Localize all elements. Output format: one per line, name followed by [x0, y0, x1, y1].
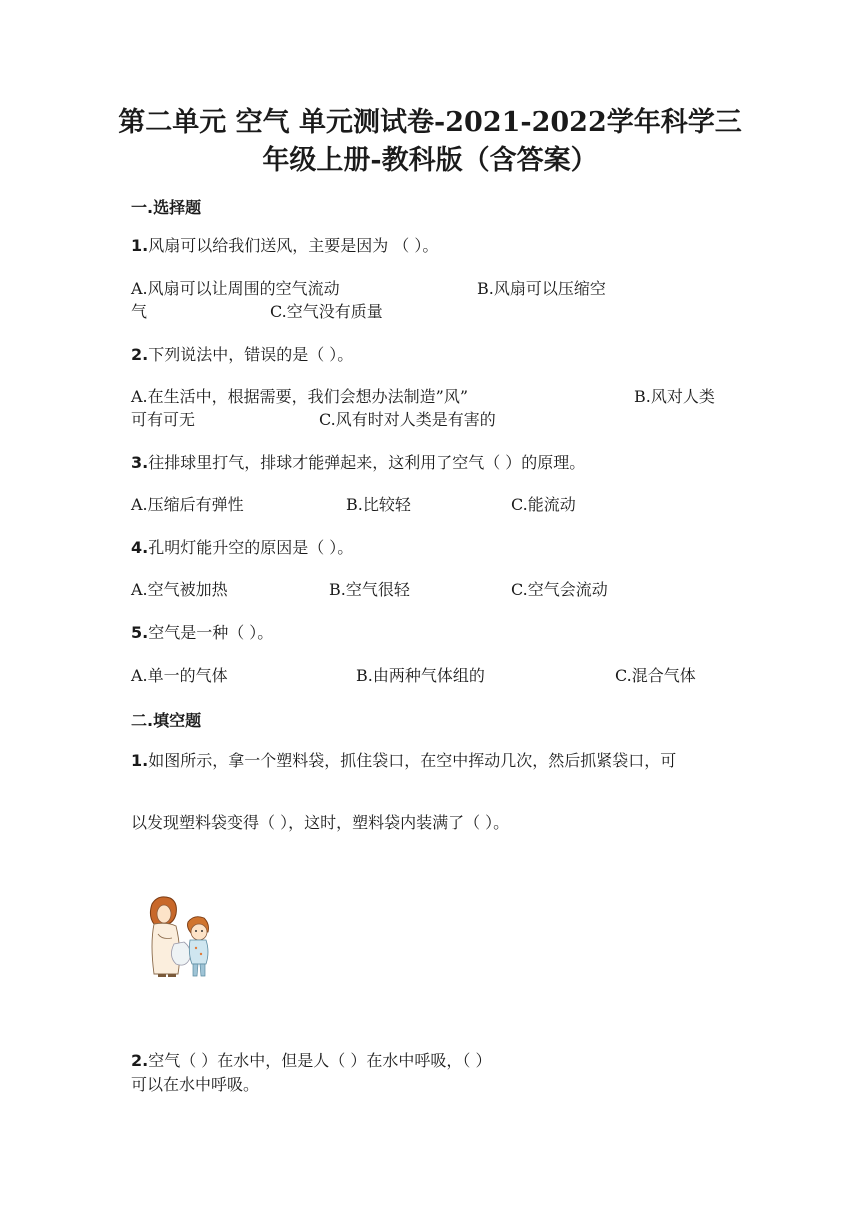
title-line-1: 第二单元 空气 单元测试卷-2021-2022学年科学三 — [118, 107, 742, 138]
option-a: A.单一的气体 — [131, 666, 228, 685]
option-c: C.风有时对人类是有害的 — [319, 410, 496, 429]
question-4 — [131, 536, 353, 560]
question-number: 4. — [131, 538, 149, 557]
question-text: 风扇可以给我们送风，主要是因为 （ ）。 — [148, 236, 439, 255]
section-heading-choice: 一.选择题 — [131, 198, 202, 217]
question-1 — [131, 234, 438, 258]
option-c: C.空气会流动 — [511, 580, 608, 599]
option-b-continued: 气 — [131, 302, 148, 321]
option-a: A.空气被加热 — [131, 580, 228, 599]
question-3 — [131, 451, 585, 475]
fill-question-1-line-2: 以发现塑料袋变得（ ），这时，塑料袋内装满了（ ）。 — [131, 813, 510, 832]
option-b: B.风扇可以压缩空 — [477, 279, 606, 298]
option-b: B.风对人类 — [634, 387, 715, 406]
option-c: C.空气没有质量 — [270, 302, 383, 321]
option-c: C.能流动 — [511, 495, 576, 514]
mother-child-illustration — [138, 894, 230, 986]
option-b: B.比较轻 — [346, 495, 411, 514]
question-text: 孔明灯能升空的原因是（ ）。 — [148, 538, 354, 557]
question-text: 空气是一种（ ）。 — [148, 623, 274, 642]
fill-question-2-line-2: 可以在水中呼吸。 — [131, 1075, 260, 1094]
question-text: 空气（ ）在水中，但是人（ ）在水中呼吸，（ ） — [148, 1051, 492, 1070]
fill-question-2 — [131, 1049, 491, 1073]
question-number: 1. — [131, 236, 149, 255]
option-a: A.在生活中，根据需要，我们会想办法制造”风” — [131, 387, 469, 406]
question-2 — [131, 343, 353, 367]
option-a: A.风扇可以让周围的空气流动 — [131, 279, 340, 298]
section-heading-fill: 二.填空题 — [131, 711, 202, 730]
title-line-2: 年级上册-教科版（含答案） — [262, 145, 598, 176]
question-number: 1. — [131, 751, 149, 770]
page-title — [60, 104, 800, 180]
option-a: A.压缩后有弹性 — [131, 495, 244, 514]
question-number: 2. — [131, 345, 149, 364]
question-number: 2. — [131, 1051, 149, 1070]
option-c: C.混合气体 — [615, 666, 696, 685]
question-number: 5. — [131, 623, 149, 642]
question-number: 3. — [131, 453, 149, 472]
question-text: 下列说法中，错误的是（ ）。 — [148, 345, 354, 364]
option-b: B.由两种气体组的 — [356, 666, 485, 685]
fill-question-1 — [131, 749, 676, 773]
option-b: B.空气很轻 — [329, 580, 410, 599]
question-text: 往排球里打气，排球才能弹起来，这利用了空气（ ）的原理。 — [148, 453, 586, 472]
question-text: 如图所示，拿一个塑料袋，抓住袋口，在空中挥动几次，然后抓紧袋口，可 — [148, 751, 677, 770]
question-5 — [131, 621, 273, 645]
option-b-continued: 可有可无 — [131, 410, 196, 429]
